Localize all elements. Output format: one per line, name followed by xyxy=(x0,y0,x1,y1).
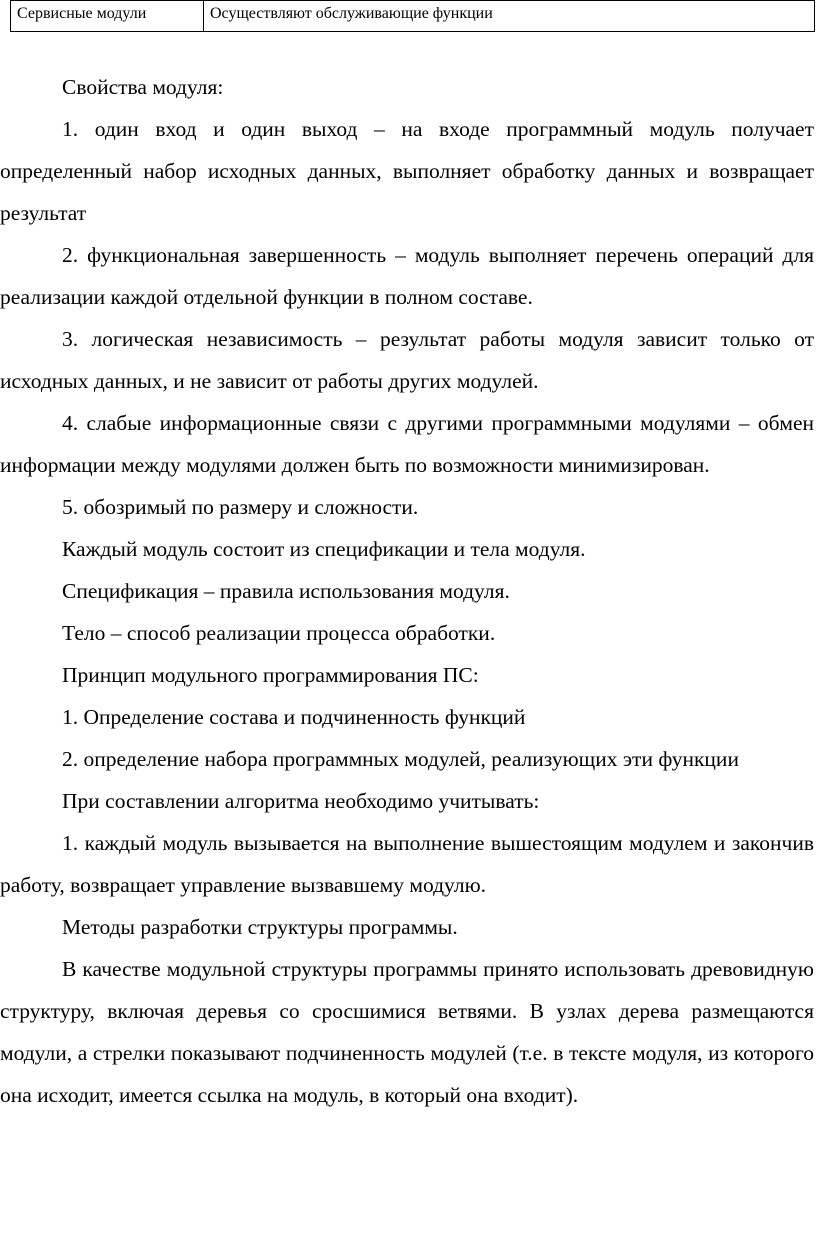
table-row xyxy=(11,1,815,32)
paragraph-methods-heading: Методы разработки структуры программы. xyxy=(62,915,458,939)
paragraph-specification: Спецификация – правила использования модуля. xyxy=(62,579,510,603)
paragraph-tree-structure: В качестве модульной структуры программы принято использовать древовидную структуру, включая деревья со сросшимися ветвями. В узлах дерева размещаются модули, а стрелки показывают подчиненность модулей (т.е. в тексте модуля, из которого она исходит, имеется ссылка на модуль, в который она входит). xyxy=(0,957,814,1107)
table-cell-description: Осуществляют обслуживающие функции xyxy=(204,1,815,32)
table-cell-module-type: Сервисные модули xyxy=(11,1,204,32)
paragraph-principle-2: 2. определение набора программных модулей, реализующих эти функции xyxy=(62,747,739,771)
document-body xyxy=(0,66,814,1116)
paragraph-principle-heading: Принцип модульного программирования ПС: xyxy=(62,663,479,687)
paragraph-algorithm-heading: При составлении алгоритма необходимо учитывать: xyxy=(62,789,540,813)
paragraph-body: Тело – способ реализации процесса обработки. xyxy=(62,621,496,645)
paragraph-property-2: 2. функциональная завершенность – модуль выполняет перечень операций для реализации каждой отдельной функции в полном составе. xyxy=(0,243,814,309)
paragraph-property-4: 4. слабые информационные связи с другими программными модулями – обмен информации между модулями должен быть по возможности минимизирован. xyxy=(0,411,814,477)
modules-table xyxy=(10,0,815,32)
paragraph-module-composition: Каждый модуль состоит из спецификации и тела модуля. xyxy=(62,537,586,561)
paragraph-property-3: 3. логическая независимость – результат работы модуля зависит только от исходных данных, и не зависит от работы других модулей. xyxy=(0,327,814,393)
paragraph-property-1: 1. один вход и один выход – на входе программный модуль получает определенный набор исходных данных, выполняет обработку данных и возвращает результат xyxy=(0,117,814,225)
paragraph-algorithm-1: 1. каждый модуль вызывается на выполнение вышестоящим модулем и закончив работу, возвращает управление вызвавшему модулю. xyxy=(0,831,814,897)
paragraph-property-5: 5. обозримый по размеру и сложности. xyxy=(62,495,419,519)
paragraph-principle-1: 1. Определение состава и подчиненность функций xyxy=(62,705,526,729)
paragraph-properties-heading: Свойства модуля: xyxy=(62,75,224,99)
